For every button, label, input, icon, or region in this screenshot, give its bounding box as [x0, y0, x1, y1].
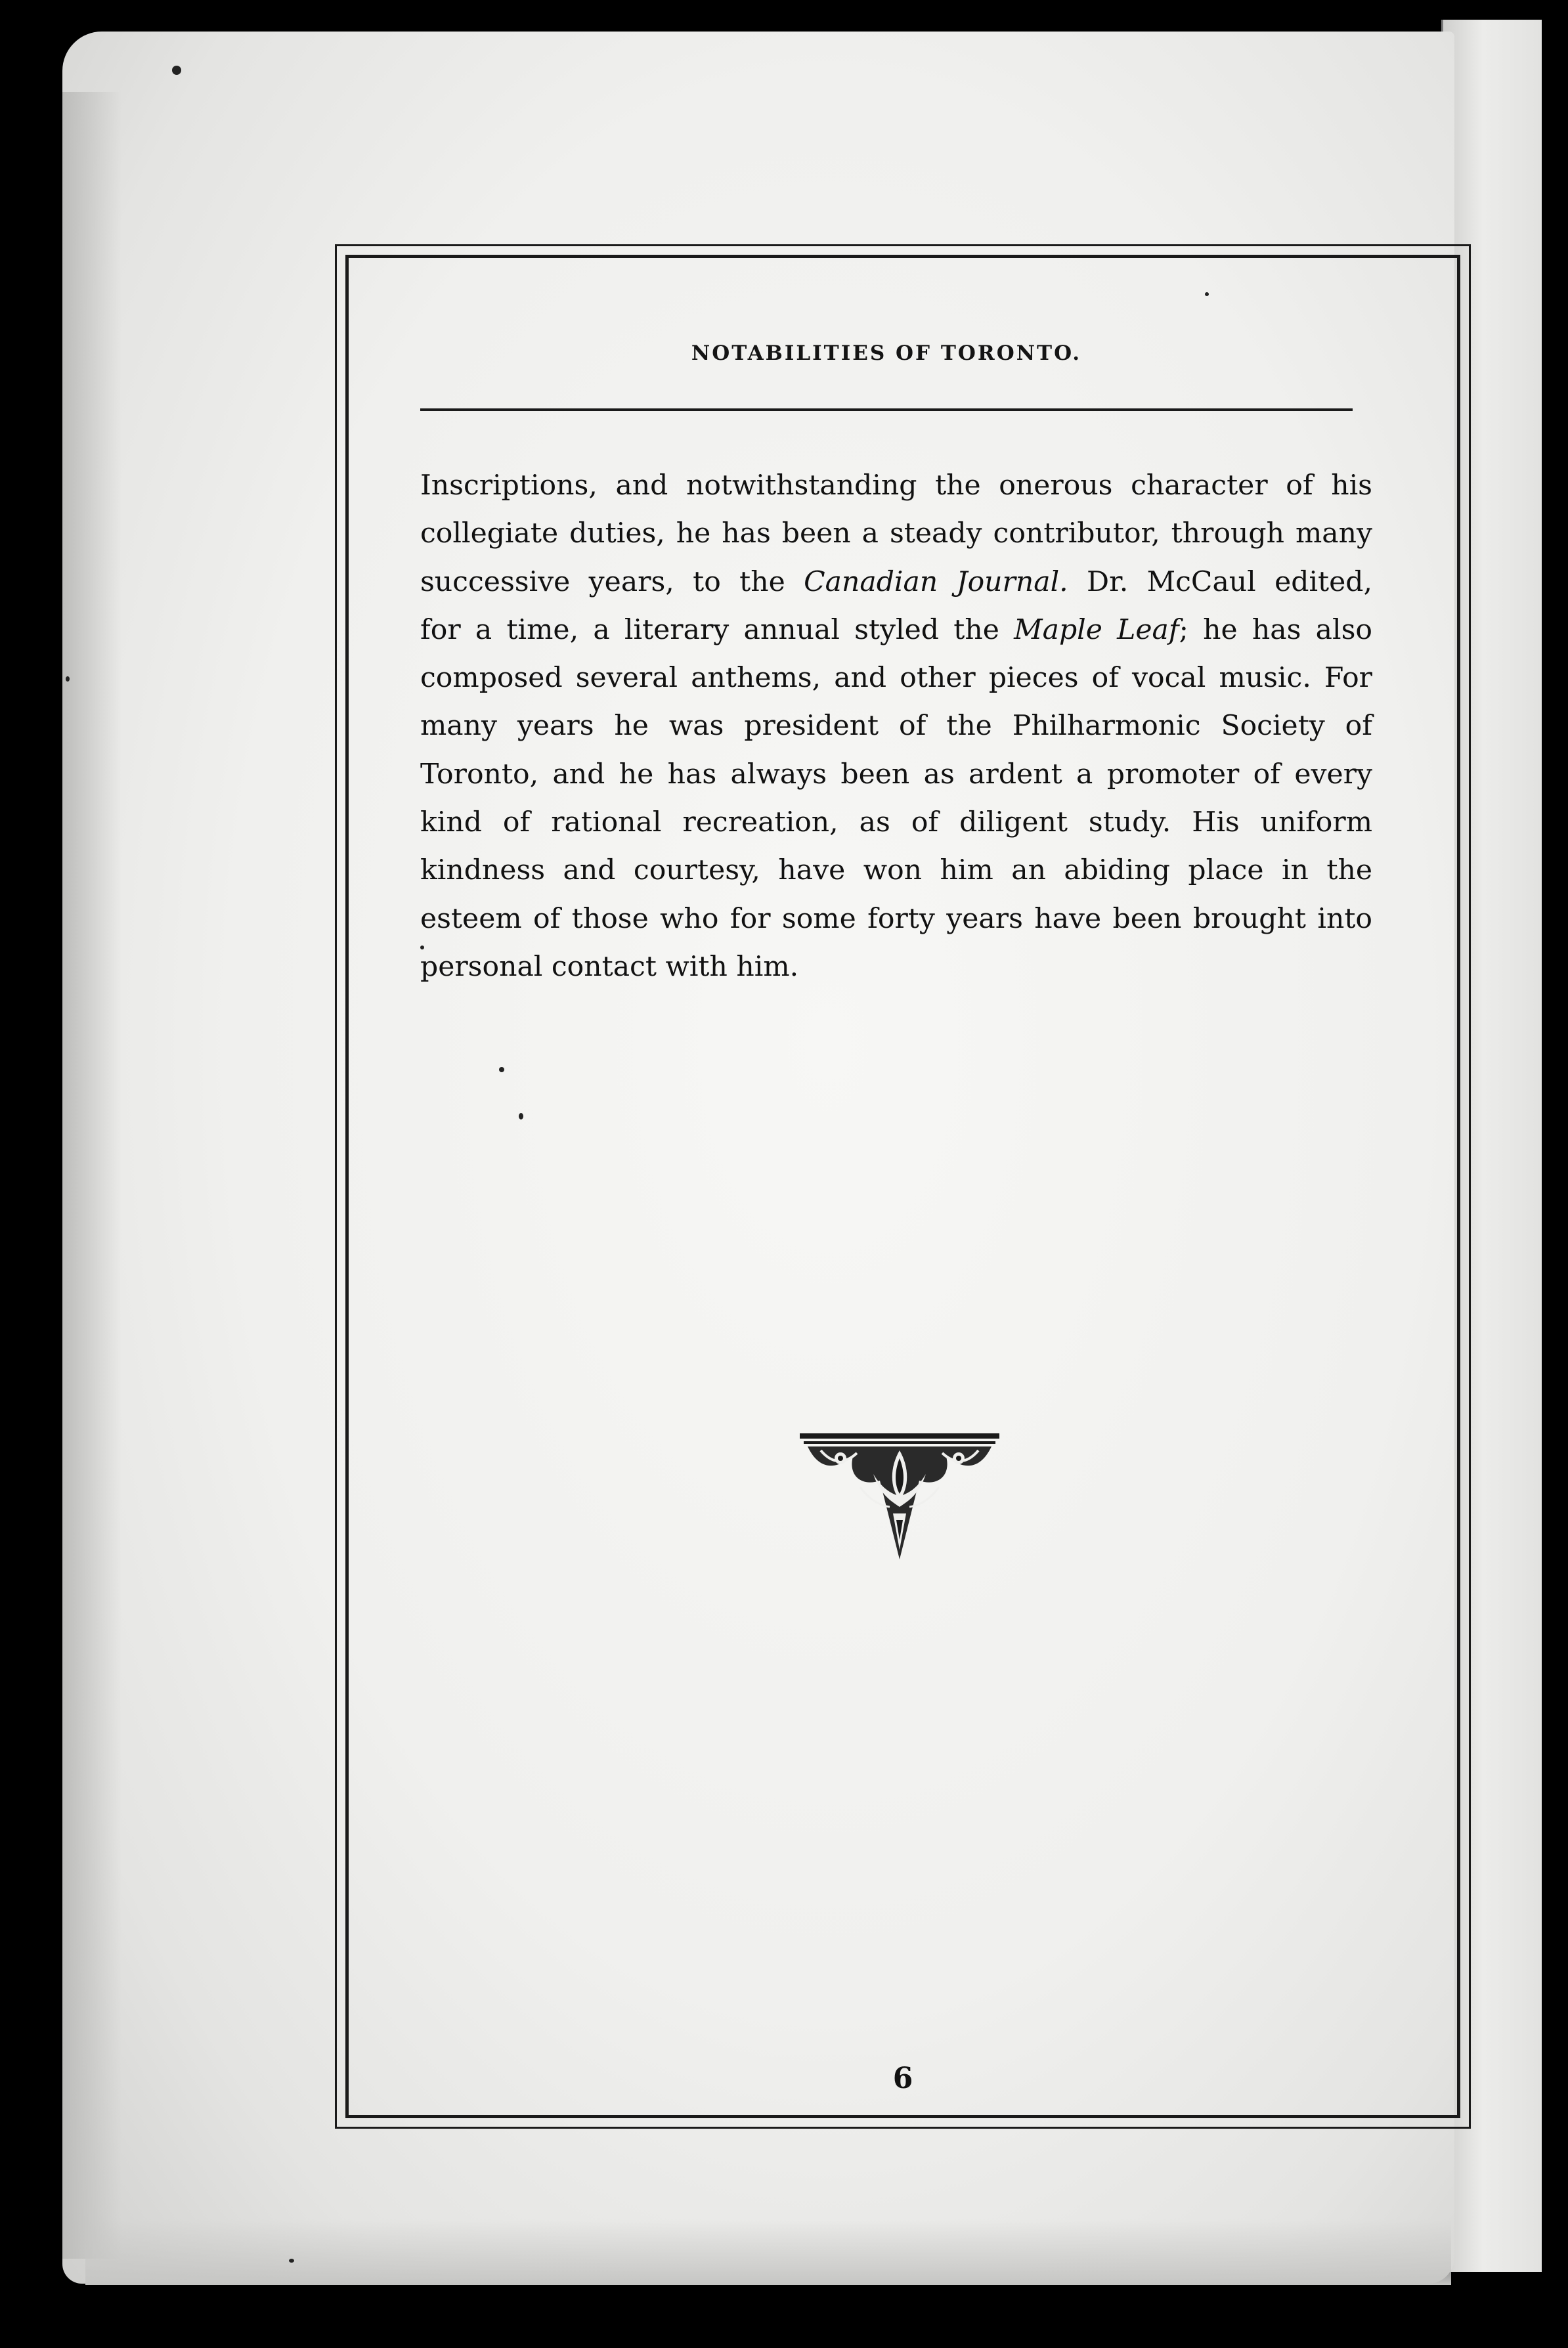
italic-title: Maple Leaf — [1014, 613, 1179, 646]
text-run: composed several anthems, and other pieces of vocal music. For — [420, 662, 1372, 695]
body-line — [420, 606, 1372, 654]
body-line — [420, 558, 1372, 606]
text-run: kindness and courtesy, have won him an abiding place in the — [420, 854, 1372, 887]
body-line — [420, 510, 1372, 557]
body-line — [420, 846, 1372, 894]
text-run: many years he was president of the Philharmonic Society of — [420, 710, 1372, 743]
body-line — [420, 654, 1372, 702]
scan-speck — [420, 946, 424, 949]
body-line — [420, 702, 1372, 750]
text-run: Dr. McCaul edited, — [1068, 565, 1373, 598]
body-line — [420, 895, 1372, 943]
text-run: Inscriptions, and notwithstanding the onerous character of his — [420, 469, 1372, 502]
scan-speck — [499, 1067, 504, 1072]
text-run: collegiate duties, he has been a steady contributor, through many — [420, 517, 1372, 550]
body-paragraph — [420, 462, 1372, 991]
fleuron-ornament-icon — [795, 1428, 1005, 1566]
page-number: 6 — [892, 2062, 913, 2095]
paper-edge-shadow-left — [62, 92, 121, 2259]
text-run: ; he has also — [1179, 613, 1373, 646]
text-run: personal contact with him. — [420, 950, 799, 983]
body-line — [420, 750, 1372, 798]
running-head: NOTABILITIES OF TORONTO. — [691, 341, 1082, 365]
paper-edge-shadow-bottom — [85, 2219, 1451, 2285]
italic-title: Canadian Journal. — [804, 565, 1068, 598]
text-run: successive years, to the — [420, 565, 804, 598]
header-rule — [420, 408, 1353, 411]
body-line — [420, 943, 1372, 991]
body-line — [420, 798, 1372, 846]
scan-speck — [66, 676, 70, 682]
scan-speck — [289, 2259, 294, 2263]
text-run: kind of rational recreation, as of diligent study. His uniform — [420, 806, 1372, 839]
scan-speck — [1205, 292, 1209, 296]
text-run: esteem of those who for some forty years have been brought into — [420, 902, 1372, 935]
body-line — [420, 462, 1372, 510]
scan-speck — [172, 66, 181, 75]
scan-speck — [519, 1113, 523, 1120]
text-run: Toronto, and he has always been as ardent a promoter of every — [420, 758, 1372, 791]
text-run: for a time, a literary annual styled the — [420, 613, 1014, 646]
